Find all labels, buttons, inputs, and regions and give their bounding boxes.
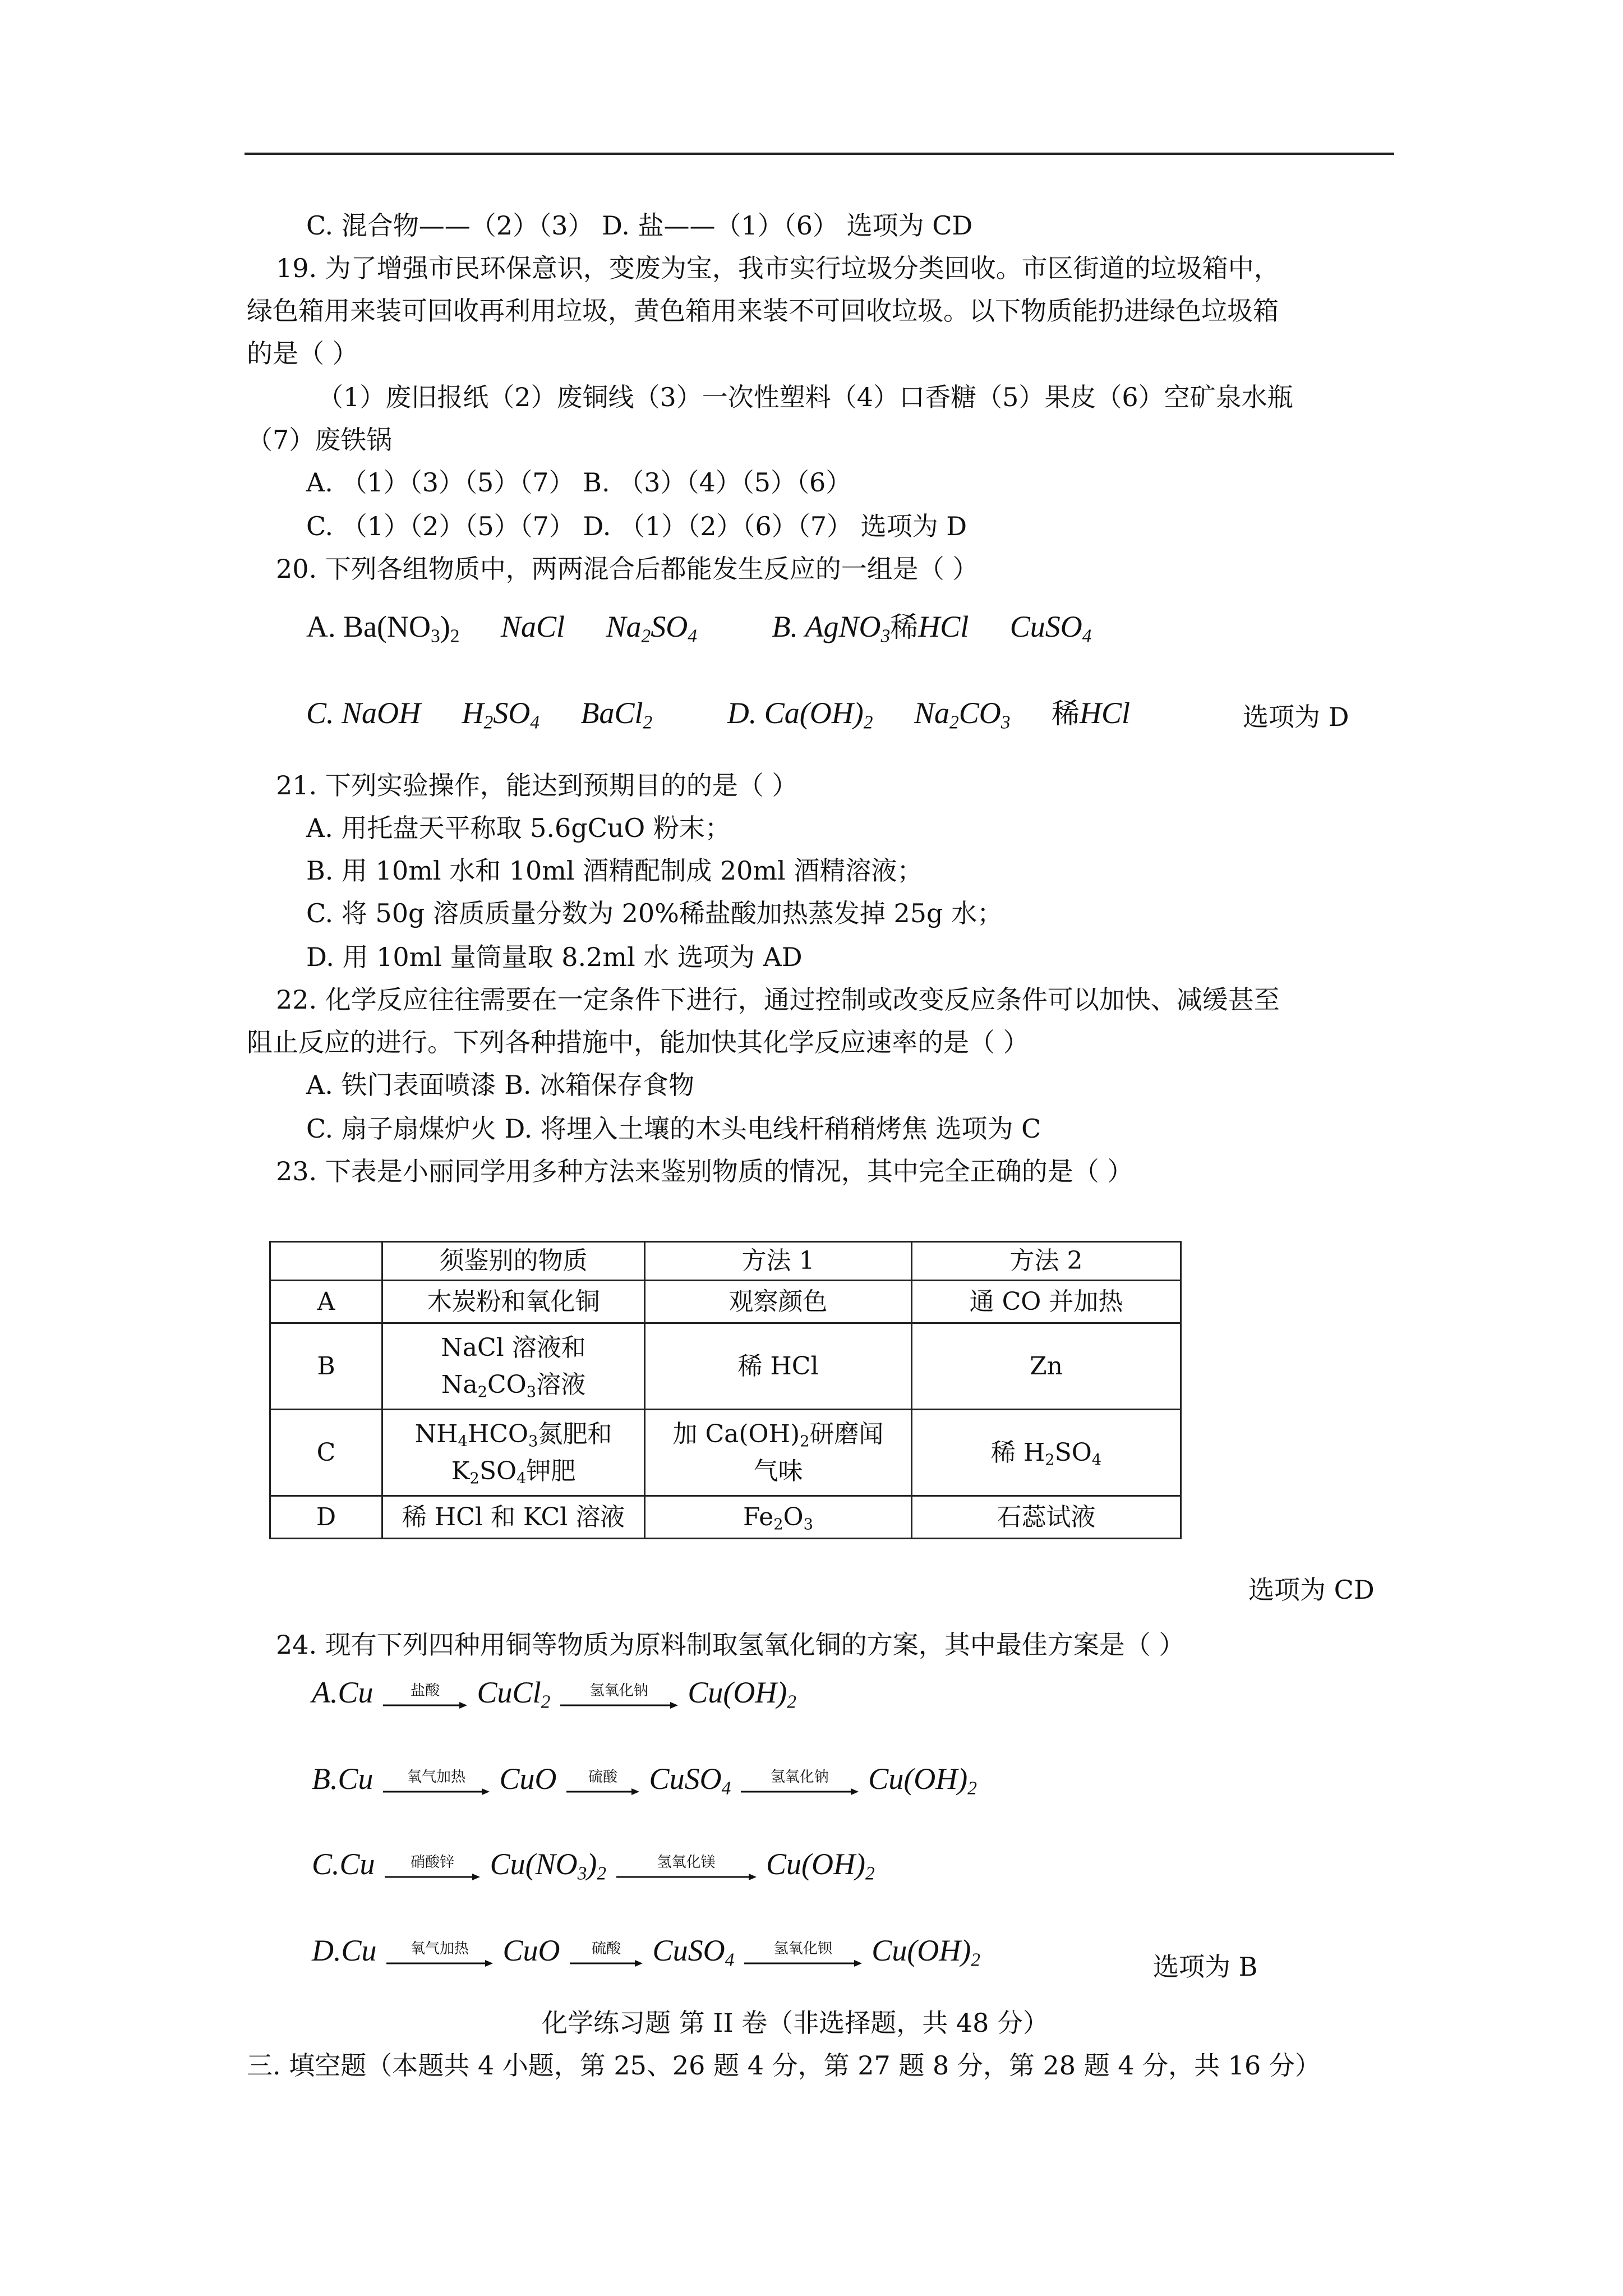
- table-header-cell: 须鉴别的物质: [382, 1242, 645, 1281]
- row-id: D: [270, 1496, 382, 1539]
- row-method-1: 稀 HCl: [645, 1323, 912, 1410]
- q19-items-1: （1）废旧报纸（2）废铜线（3）一次性塑料（4）口香糖（5）果皮（6）空矿泉水瓶: [317, 382, 1293, 412]
- reaction-arrow: 氢氧化钡: [744, 1940, 862, 1967]
- q22-options-cd: C. 扇子扇煤炉火 D. 将埋入土壤的木头电线杆稍稍烤焦 选项为 C: [306, 1114, 1041, 1144]
- table-row: [270, 1323, 1181, 1410]
- q19-items-2: （7）废铁锅: [247, 425, 393, 455]
- reaction-arrow: 氢氧化钠: [560, 1682, 678, 1709]
- section-heading: 三. 填空题（本题共 4 小题，第 25、26 题 4 分，第 27 题 8 分，第 28 题 4 分，共 16 分）: [247, 2050, 1321, 2081]
- table-header-cell: 方法 1: [645, 1242, 912, 1281]
- q24-option-d: D.Cu 氧气加热 CuO 硫酸 CuSO$_4$ 氢氧化钡 $Cu(OH)_2$: [312, 1934, 981, 1971]
- q23-stem: 23. 下表是小丽同学用多种方法来鉴别物质的情况，其中完全正确的是（ ）: [276, 1156, 1133, 1186]
- part-title: 化学练习题 第 II 卷（非选择题，共 48 分）: [542, 2008, 1049, 2038]
- q21-option-d: D. 用 10ml 量筒量取 8.2ml 水 选项为 AD: [306, 942, 803, 972]
- reaction-arrow: 氢氧化钠: [741, 1769, 859, 1796]
- row-substance: NaCl 溶液和 $Na_2CO_3$溶液: [382, 1323, 645, 1410]
- q23-answer: 选项为 CD: [1248, 1575, 1375, 1605]
- q19-stem-3: 的是（ ）: [247, 338, 358, 369]
- row-id: A: [270, 1281, 382, 1323]
- q19-options-cd: C. （1）（2）（5）（7） D. （1）（2）（6）（7） 选项为 D: [306, 511, 967, 541]
- q19-stem-1: 19. 为了增强市民环保意识，变废为宝，我市实行垃圾分类回收。市区街道的垃圾箱中，: [276, 253, 1280, 283]
- q20-options-ab: A. $Ba(NO_3)_2$ NaCl $Na_2SO_4$ B. AgNO$_3$稀HCl CuSO$_4$: [306, 610, 1092, 647]
- row-method-2: 通 CO 并加热: [912, 1281, 1181, 1323]
- table-row: [270, 1281, 1181, 1323]
- q19-stem-2: 绿色箱用来装可回收再利用垃圾，黄色箱用来装不可回收垃圾。以下物质能扔进绿色垃圾箱: [247, 296, 1279, 326]
- line-18-cd: C. 混合物——（2）（3） D. 盐——（1）（6） 选项为 CD: [306, 210, 973, 241]
- q21-option-c: C. 将 50g 溶质质量分数为 20%稀盐酸加热蒸发掉 25g 水；: [306, 898, 1003, 928]
- q20-stem: 20. 下列各组物质中，两两混合后都能发生反应的一组是（ ）: [276, 554, 979, 584]
- row-substance: 木炭粉和氧化铜: [382, 1281, 645, 1323]
- row-substance: 稀 HCl 和 KCl 溶液: [382, 1496, 645, 1539]
- row-method-2: Zn: [912, 1323, 1181, 1410]
- q20-options-cd: C. NaOH $H_2SO_4$ BaCl$_2$ D. $Ca(OH)_2$ $Na_2CO_3$ 稀HCl: [306, 696, 1131, 733]
- q24-option-a: A.Cu 盐酸 CuCl$_2$ 氢氧化钠 $Cu(OH)_2$: [312, 1676, 797, 1713]
- q21-option-a: A. 用托盘天平称取 5.6gCuO 粉末；: [306, 813, 731, 843]
- row-substance: $NH_4HCO_3$氮肥和 $K_2SO_4$钾肥: [382, 1410, 645, 1496]
- reaction-arrow: 硝酸锌: [385, 1854, 480, 1881]
- reaction-arrow: 氢氧化镁: [616, 1854, 757, 1881]
- q22-stem-1: 22. 化学反应往往需要在一定条件下进行，通过控制或改变反应条件可以加快、减缓甚至: [276, 984, 1280, 1015]
- q22-stem-2: 阻止反应的进行。下列各种措施中，能加快其化学反应速率的是（ ）: [247, 1027, 1029, 1057]
- q24-option-c: C.Cu 硝酸锌 $Cu(NO_3)_2$ 氢氧化镁 $Cu(OH)_2$: [312, 1847, 875, 1884]
- row-method-2: 石蕊试液: [912, 1496, 1181, 1539]
- row-method-1: 加 $Ca(OH)_2$研磨闻 气味: [645, 1410, 912, 1496]
- row-id: C: [270, 1410, 382, 1496]
- reaction-arrow: 氧气加热: [383, 1769, 490, 1796]
- q21-option-b: B. 用 10ml 水和 10ml 酒精配制成 20ml 酒精溶液；: [306, 855, 923, 886]
- row-method-1: 观察颜色: [645, 1281, 912, 1323]
- q21-stem: 21. 下列实验操作，能达到预期目的的是（ ）: [276, 770, 798, 800]
- row-method-2: 稀 $H_2SO_4$: [912, 1410, 1181, 1496]
- table-row: [270, 1496, 1181, 1539]
- reaction-arrow: 盐酸: [383, 1682, 467, 1709]
- reaction-arrow: 氧气加热: [386, 1940, 493, 1967]
- table-row: [270, 1410, 1181, 1496]
- q24-option-b: B.Cu 氧气加热 CuO 硫酸 CuSO$_4$ 氢氧化钠 $Cu(OH)_2$: [312, 1762, 978, 1799]
- header-rule: [245, 153, 1394, 155]
- q19-options-ab: A. （1）（3）（5）（7） B. （3）（4）（5）（6）: [306, 467, 852, 498]
- q20-answer: 选项为 D: [1243, 702, 1349, 732]
- q23-table: [269, 1241, 1182, 1539]
- table-header-cell: [270, 1242, 382, 1281]
- row-method-1: $Fe_2O_3$: [645, 1496, 912, 1539]
- row-id: B: [270, 1323, 382, 1410]
- table-header-cell: 方法 2: [912, 1242, 1181, 1281]
- q24-answer: 选项为 B: [1153, 1952, 1258, 1982]
- q22-options-ab: A. 铁门表面喷漆 B. 冰箱保存食物: [306, 1070, 695, 1100]
- q24-stem: 24. 现有下列四种用铜等物质为原料制取氢氧化铜的方案，其中最佳方案是（ ）: [276, 1630, 1185, 1660]
- table-header-row: [270, 1242, 1181, 1281]
- reaction-arrow: 硫酸: [570, 1940, 643, 1967]
- reaction-arrow: 硫酸: [566, 1769, 639, 1796]
